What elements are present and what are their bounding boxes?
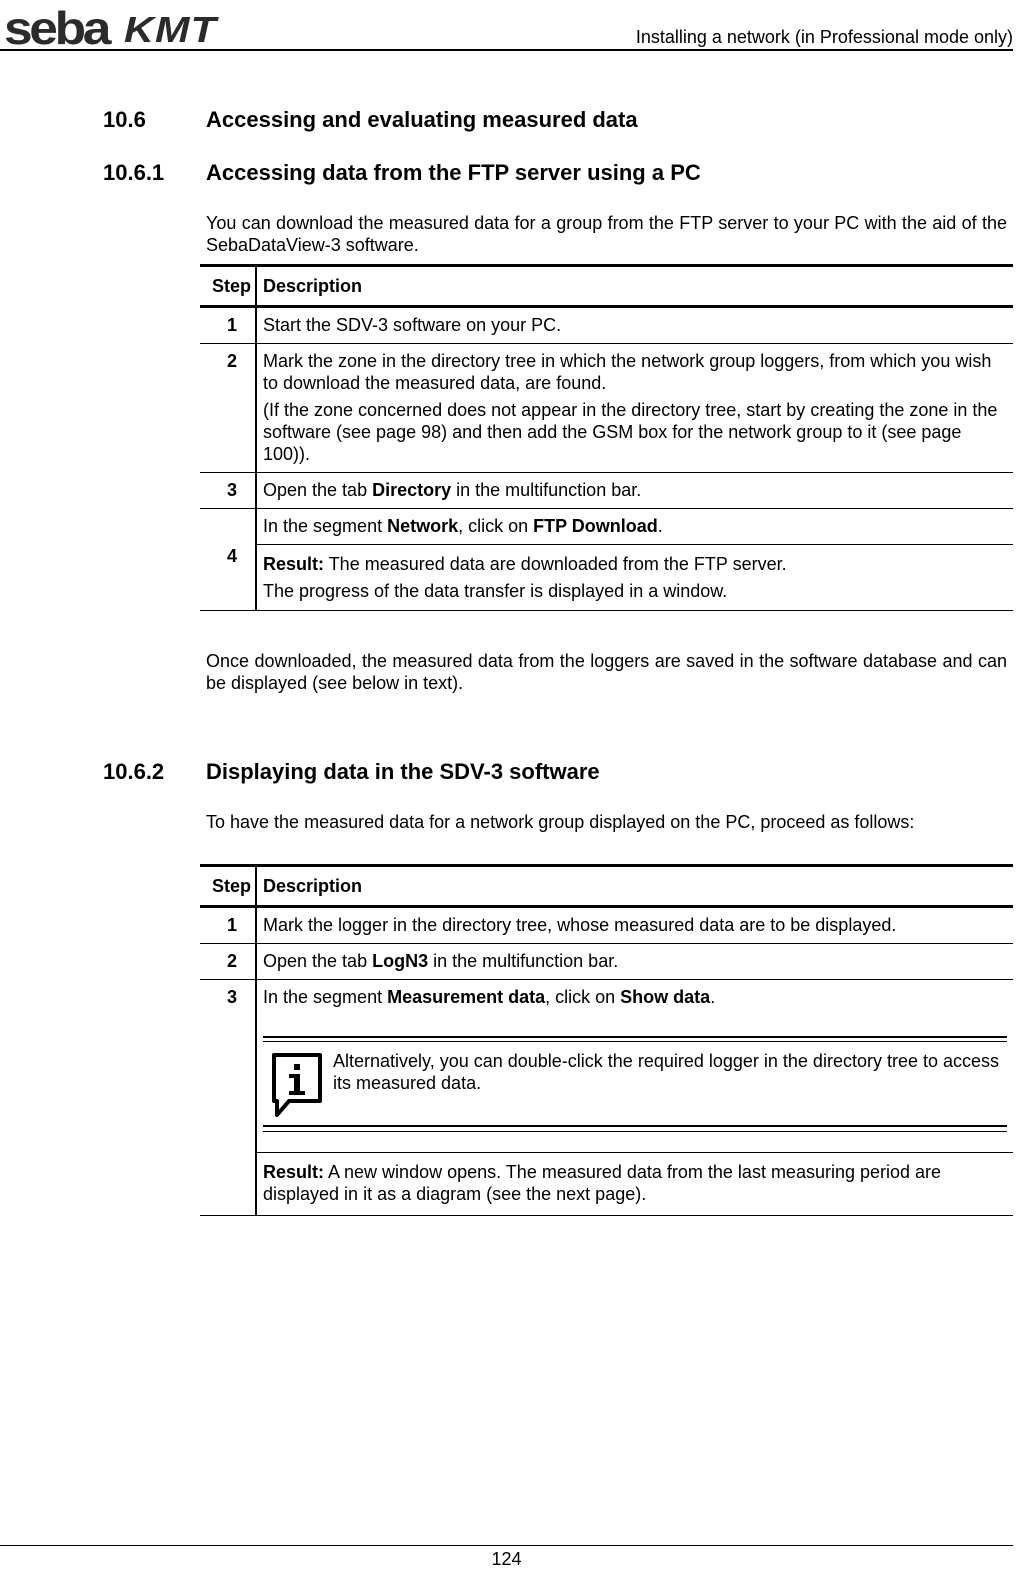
text-run: . — [710, 987, 716, 1007]
step-description — [256, 509, 1013, 545]
info-note-box — [263, 1036, 1007, 1132]
step-number: 3 — [200, 980, 256, 1216]
table-row — [200, 307, 1013, 344]
heading-text: Accessing and evaluating measured data — [206, 107, 638, 132]
table-row — [200, 509, 1013, 545]
text-run: in the multifunction bar. — [451, 480, 642, 500]
step-number: 2 — [200, 344, 256, 473]
running-header-title: Installing a network (in Professional mode only) — [635, 27, 1013, 47]
table-header-row — [200, 266, 1013, 307]
table-row — [200, 344, 1013, 473]
steps-table-display — [200, 864, 1013, 1216]
note-rule — [263, 1041, 1007, 1042]
heading-10-6 — [0, 107, 1031, 135]
note-rule — [263, 1131, 1007, 1132]
step-description — [256, 944, 1013, 980]
segment-name-measurement-data: Measurement data — [387, 987, 546, 1007]
table-row — [200, 545, 1013, 611]
heading-number: 10.6.1 — [103, 160, 165, 185]
text-run: In the segment — [263, 987, 388, 1007]
step-number: 1 — [200, 307, 256, 344]
logo-seba-text: seba — [4, 2, 109, 54]
segment-name-network: Network — [387, 516, 459, 536]
info-icon — [271, 1052, 323, 1118]
logo-kmt-text: KMT — [124, 9, 218, 50]
col-step: Step — [200, 866, 256, 907]
intro-paragraph: You can download the measured data for a group from the FTP server to your PC with the aid of the SebaDataView-3 software. — [206, 213, 1007, 255]
table-row — [200, 980, 1013, 1216]
seba-kmt-logo — [4, 2, 244, 54]
text-run: Open the tab — [263, 951, 373, 971]
header-divider — [0, 49, 1013, 51]
page-number: 124 — [491, 1549, 522, 1569]
col-description: Description — [256, 266, 1013, 307]
intro-paragraph: To have the measured data for a network group displayed on the PC, proceed as follows: — [206, 812, 915, 832]
result-label: Result: — [263, 554, 325, 574]
text-run: in the multifunction bar. — [428, 951, 619, 971]
result-text: A new window opens. The measured data from the last measuring period are displayed in it as a diagram (see the next page). — [263, 1162, 942, 1204]
button-name-show-data: Show data — [620, 987, 711, 1007]
heading-10-6-1 — [0, 160, 1031, 188]
step-description: Start the SDV-3 software on your PC. — [256, 307, 1013, 344]
result-text: The measured data are downloaded from the FTP server. — [324, 554, 787, 574]
step-number: 4 — [200, 509, 256, 611]
step-number: 3 — [200, 473, 256, 509]
table-header-row — [200, 866, 1013, 907]
button-name-ftp-download: FTP Download — [533, 516, 658, 536]
table-row — [200, 473, 1013, 509]
note-text: Alternatively, you can double-click the required logger in the directory tree to access its measured data. — [333, 1051, 1000, 1093]
step-description — [256, 344, 1013, 473]
note-rule — [263, 1036, 1007, 1038]
text-run: , click on — [458, 516, 534, 536]
step-description — [256, 473, 1013, 509]
note-rule — [263, 1125, 1007, 1127]
result-block — [257, 1152, 1013, 1205]
heading-10-6-2 — [0, 759, 1031, 787]
result-extra: The progress of the data transfer is displayed in a window. — [263, 581, 728, 601]
step-result — [256, 545, 1013, 611]
heading-number: 10.6 — [103, 107, 146, 132]
step-number: 1 — [200, 907, 256, 944]
text-run: . — [657, 516, 663, 536]
heading-number: 10.6.2 — [103, 759, 165, 784]
result-label: Result: — [263, 1162, 325, 1182]
text-run: In the segment — [263, 516, 388, 536]
table-row — [200, 907, 1013, 944]
heading-text: Accessing data from the FTP server using a PC — [206, 160, 701, 185]
steps-table-ftp — [200, 264, 1013, 611]
footer-divider — [0, 1545, 1013, 1546]
step-text: Mark the zone in the directory tree in which the network group loggers, from which you wish to download the measured data, are found. — [263, 351, 992, 393]
outro-paragraph: Once downloaded, the measured data from the loggers are saved in the software database and can be displayed (see below in text). — [206, 651, 1007, 693]
text-run: , click on — [545, 987, 621, 1007]
step-description — [256, 980, 1013, 1216]
step-note: (If the zone concerned does not appear in the directory tree, start by creating the zone in the software (see page 98) and then add the GSM box for the network group to it (see page 100)). — [263, 400, 998, 464]
table-row — [200, 944, 1013, 980]
tab-name-directory: Directory — [372, 480, 452, 500]
step-description: Mark the logger in the directory tree, whose measured data are to be displayed. — [256, 907, 1013, 944]
heading-text: Displaying data in the SDV-3 software — [206, 759, 600, 784]
col-description: Description — [256, 866, 1013, 907]
step-number: 2 — [200, 944, 256, 980]
tab-name-logn3: LogN3 — [372, 951, 429, 971]
text-run: Open the tab — [263, 480, 373, 500]
col-step: Step — [200, 266, 256, 307]
